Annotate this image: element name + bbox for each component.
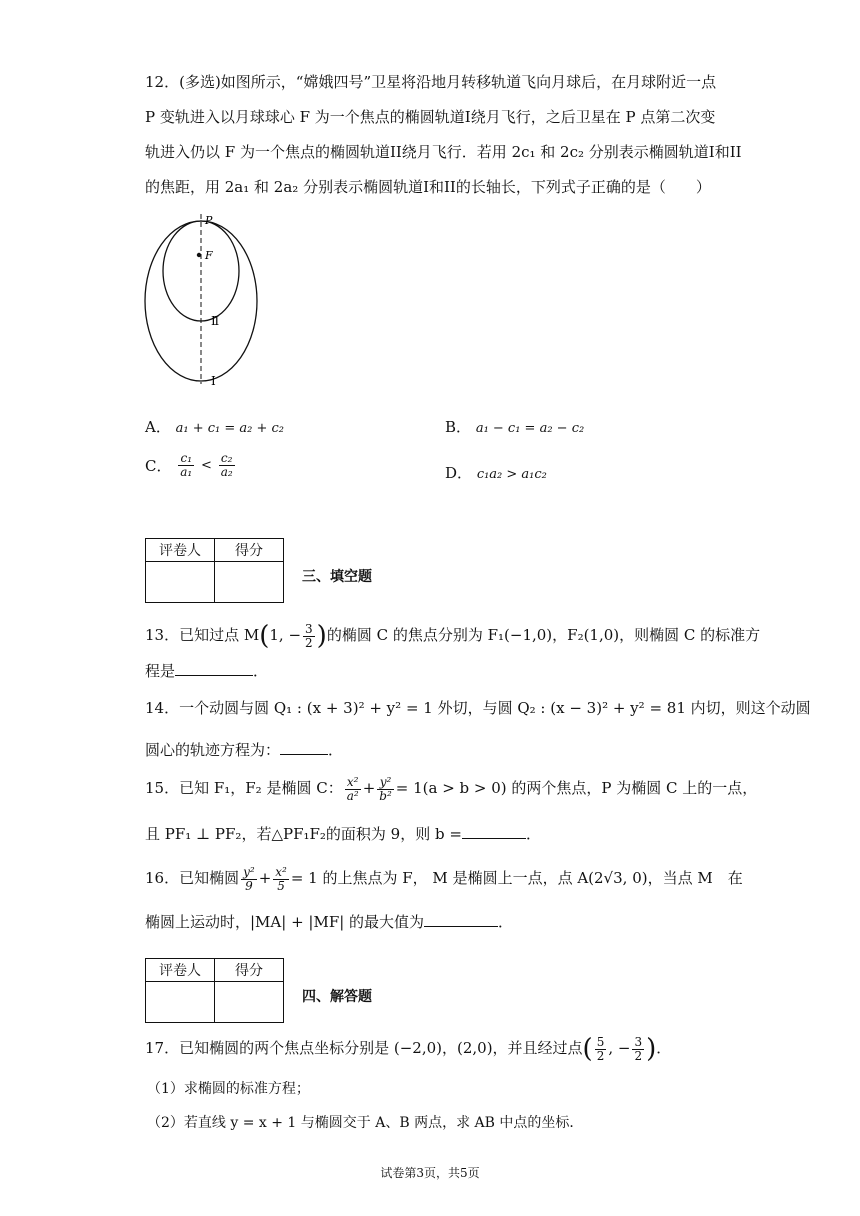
label-ii: Ⅱ [211,314,220,328]
q12-line-4: 的焦距，用 2a₁ 和 2a₂ 分别表示椭圆轨道I和II的长轴长，下列式子正确的是（ ） [145,178,711,196]
score-table-col-score: 得分 [215,539,284,562]
label-i: Ⅰ [211,374,216,388]
score-table-score-cell [215,562,284,603]
q14-answer-blank[interactable] [280,740,328,755]
option-c-frac-2 [219,452,235,479]
option-c[interactable] [145,452,237,479]
q13-line-2: 程是 ． [145,662,269,680]
q17-line-1 [145,1030,671,1067]
q16-plus: + [258,869,272,887]
score-table-col-grader: 评卷人 [146,539,215,562]
q15-frac-y-num: y² [377,776,394,790]
score-table-3 [145,538,284,603]
q16-line-1 [145,858,743,898]
q13-line-1 [145,618,760,653]
q13-paren-close: ) [316,621,327,651]
q12-line-3: 轨进入仍以 F 为一个焦点的椭圆轨道II绕月飞行．若用 2c₁ 和 2c₂ 分别表示椭圆轨道I和II [145,143,742,161]
q13-post: 的椭圆 C 的焦点分别为 F₁(−1,0)，F₂(1,0)，则椭圆 C 的标准方 [326,626,761,644]
q13-answer-blank[interactable] [175,661,253,676]
option-a-text: a₁ + c₁ = a₂ + c₂ [175,421,285,436]
option-c-label: C． [145,457,172,475]
q12-line-1: 12．(多选)如图所示，“嫦娥四号”卫星将沿地月转移轨道飞向月球后，在月球附近一点 [145,73,717,91]
q15-line-1 [145,768,757,808]
q16-line-2: 椭圆上运动时，|MA| + |MF| 的最大值为 ． [145,913,514,931]
option-c-frac-1 [178,452,194,479]
q17-sub-1: （1）求椭圆的标准方程； [147,1081,310,1097]
q16-pre: 16．已知椭圆 [145,869,240,887]
q17-pre: 17．已知椭圆的两个焦点坐标分别是 (−2,0)，(2,0)，并且经过点 [145,1039,583,1057]
q17-frac-1-num: 5 [596,1034,605,1049]
q15-answer-blank[interactable] [462,824,526,839]
q16-frac-y [241,866,257,893]
q16-line2-text: 椭圆上运动时，|MA| + |MF| 的最大值为 [145,913,425,931]
section-heading-fill-blank: 三、填空题 [302,569,372,585]
q16-frac-x [273,866,289,893]
option-a[interactable] [145,416,284,437]
q15-frac-x-num: x² [345,776,361,790]
q13-frac [303,623,315,650]
q16-post: = 1 的上焦点为 F， M 是椭圆上一点，点 A(2√3, 0)，当点 M 在 [290,869,743,887]
q17-frac-2-num: 3 [634,1034,643,1049]
score-table-4 [145,958,284,1023]
q15-frac-y-den: b² [379,788,392,803]
q17-end: ． [656,1039,672,1057]
q13-line2-text: 程是 [145,662,176,680]
q15-line2-text: 且 PF₁ ⊥ PF₂，若△PF₁F₂的面积为 9，则 b = [145,825,462,843]
score-table-col-score: 得分 [215,959,284,982]
option-d-label: D． [445,464,473,482]
q16-frac-y-den: 9 [245,878,253,893]
section-heading-solution: 四、解答题 [302,989,372,1005]
q15-frac-x-den: a² [346,788,359,803]
orbit-i-ellipse [145,221,257,381]
q13-pre: 13．已知过点 M [145,626,260,644]
q16-frac-x-den: 5 [277,878,285,893]
option-a-label: A． [145,418,171,436]
q15-frac-x [345,776,361,803]
q13-frac-den: 2 [305,635,313,650]
option-b[interactable] [445,416,584,437]
score-table-grader-cell [146,982,215,1023]
option-d[interactable] [445,462,547,483]
page-footer: 试卷第3页，共5页 [380,1166,480,1180]
q15-post: = 1(a > b > 0) 的两个焦点，P 为椭圆 C 上的一点， [395,779,758,797]
q13-frac-num: 3 [305,621,313,636]
q17-paren-open: ( [582,1034,593,1064]
q15-line-2: 且 PF₁ ⊥ PF₂，若△PF₁F₂的面积为 9，则 b = ． [145,825,541,843]
q17-paren-close: ) [646,1034,657,1064]
q14-line-2: 圆心的轨迹方程为： ． [145,741,344,759]
score-table-score-cell [215,982,284,1023]
q16-frac-y-num: y² [243,864,255,879]
option-c-relation: < [201,458,212,473]
score-table-grader-cell [146,562,215,603]
q15-frac-y [377,776,394,803]
q14-line-1: 14．一个动圆与圆 Q₁ : (x + 3)² + y² = 1 外切，与圆 Q₂ : (x − 3)² + y² = 81 内切，则这个动圆 [145,699,811,717]
focus-f-dot [197,253,201,257]
q14-line2-text: 圆心的轨迹方程为： [145,741,281,759]
label-f: F [205,249,213,262]
option-b-text: a₁ − c₁ = a₂ − c₂ [475,421,585,436]
option-d-text: c₁a₂ > a₁c₂ [476,467,547,482]
q17-frac-1 [595,1036,607,1063]
option-c-den-2: a₂ [220,465,233,479]
option-c-den-1: a₁ [180,465,193,479]
q13-paren-open: ( [259,621,270,651]
q17-frac-2 [632,1036,644,1063]
q17-frac-1-den: 2 [596,1048,605,1063]
option-c-num-2: c₂ [219,452,235,466]
q16-answer-blank[interactable] [424,912,498,927]
q17-mid: , − [608,1039,631,1057]
q17-sub-2: （2）若直线 y = x + 1 与椭圆交于 A、B 两点，求 AB 中点的坐标． [147,1115,584,1131]
q15-pre: 15．已知 F₁，F₂ 是椭圆 C： [145,779,343,797]
label-p: P [205,214,213,227]
q17-frac-2-den: 2 [634,1048,643,1063]
q16-frac-x-num: x² [275,864,287,879]
q12-line-2: P 变轨进入以月球球心 F 为一个焦点的椭圆轨道I绕月飞行，之后卫星在 P 点第二次变 [145,108,716,126]
option-b-label: B． [445,418,472,436]
q15-plus: + [362,779,376,797]
option-c-num-1: c₁ [178,452,194,466]
score-table-col-grader: 评卷人 [146,959,215,982]
q13-point-left: 1, − [269,626,302,644]
orbit-figure [135,208,275,398]
